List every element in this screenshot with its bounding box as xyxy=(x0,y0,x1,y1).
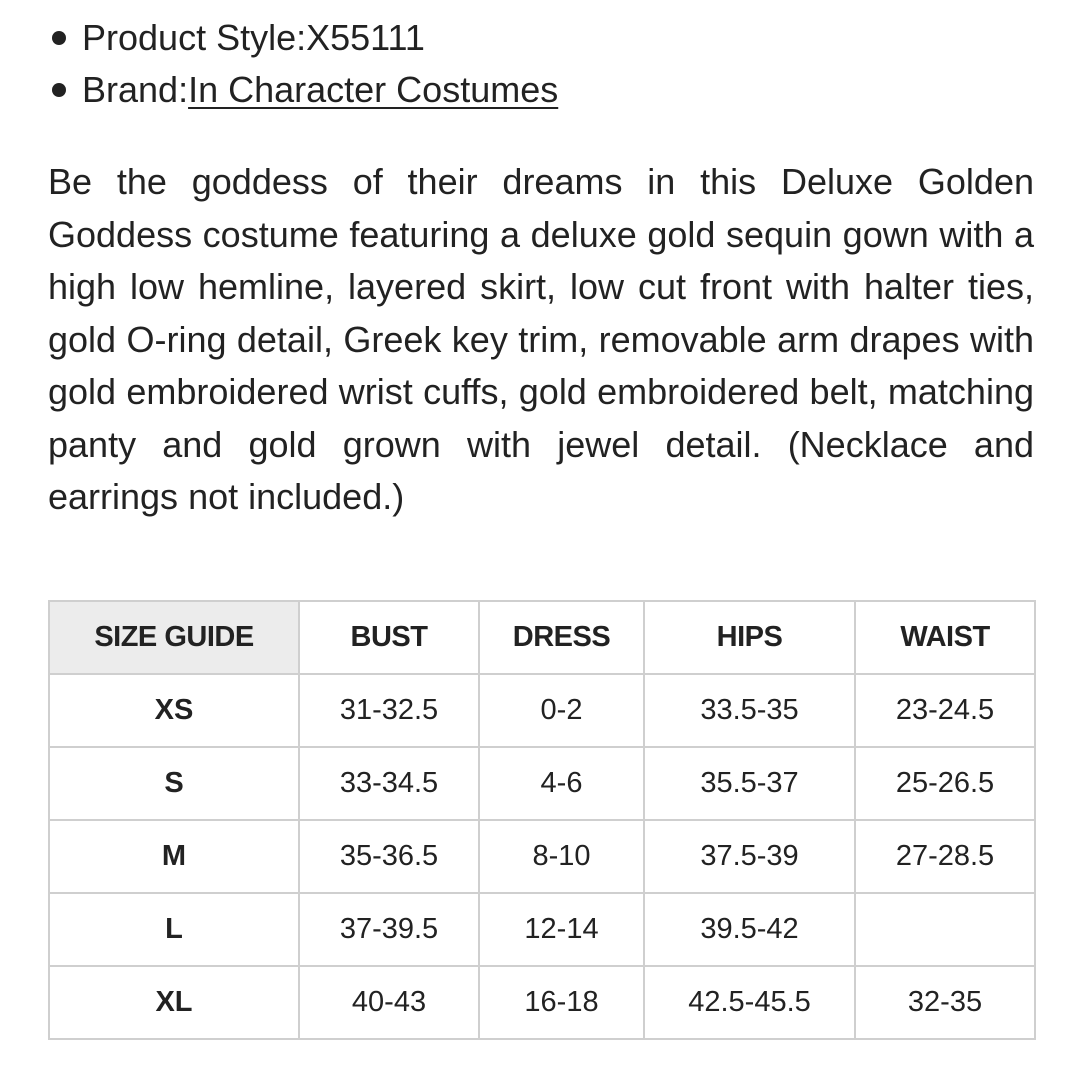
waist-cell: 25-26.5 xyxy=(855,747,1035,820)
hips-header: HIPS xyxy=(644,601,855,674)
size-guide-table xyxy=(48,600,1036,1040)
dress-cell: 16-18 xyxy=(479,966,644,1039)
waist-cell: 27-28.5 xyxy=(855,820,1035,893)
dress-cell: 8-10 xyxy=(479,820,644,893)
size-cell: S xyxy=(49,747,299,820)
product-details-list xyxy=(48,12,558,116)
size-cell: XL xyxy=(49,966,299,1039)
dress-cell: 4-6 xyxy=(479,747,644,820)
product-style-value: X55111 xyxy=(306,17,425,58)
waist-cell: 32-35 xyxy=(855,966,1035,1039)
product-style-item xyxy=(48,12,558,64)
brand-link[interactable]: In Character Costumes xyxy=(188,69,559,110)
bust-cell: 33-34.5 xyxy=(299,747,479,820)
table-row xyxy=(49,820,1035,893)
hips-cell: 39.5-42 xyxy=(644,893,855,966)
waist-cell: 23-24.5 xyxy=(855,674,1035,747)
waist-cell xyxy=(855,893,1035,966)
dress-cell: 12-14 xyxy=(479,893,644,966)
hips-cell: 33.5-35 xyxy=(644,674,855,747)
hips-cell: 35.5-37 xyxy=(644,747,855,820)
brand-label: Brand: xyxy=(82,69,189,110)
hips-cell: 37.5-39 xyxy=(644,820,855,893)
product-style-label: Product Style: xyxy=(82,17,307,58)
bust-header: BUST xyxy=(299,601,479,674)
table-row xyxy=(49,893,1035,966)
bullet-icon xyxy=(52,83,66,97)
table-row xyxy=(49,966,1035,1039)
size-cell: XS xyxy=(49,674,299,747)
table-row xyxy=(49,747,1035,820)
bust-cell: 40-43 xyxy=(299,966,479,1039)
dress-header: DRESS xyxy=(479,601,644,674)
bust-cell: 31-32.5 xyxy=(299,674,479,747)
size-cell: L xyxy=(49,893,299,966)
brand-item xyxy=(48,64,558,116)
bust-cell: 35-36.5 xyxy=(299,820,479,893)
bust-cell: 37-39.5 xyxy=(299,893,479,966)
size-cell: M xyxy=(49,820,299,893)
bullet-icon xyxy=(52,31,66,45)
hips-cell: 42.5-45.5 xyxy=(644,966,855,1039)
product-description: Be the goddess of their dreams in this Deluxe Golden Goddess costume featuring a deluxe gold sequin gown with a high low hemline, layered skirt, low cut front with halter ties, gold O-ring detail, Greek key trim, removable arm drapes with gold embroidered wrist cuffs, gold embroidered belt, matching panty and gold grown with jewel detail. (Necklace and earrings not included.) xyxy=(48,161,1034,517)
dress-cell: 0-2 xyxy=(479,674,644,747)
size-guide-header: SIZE GUIDE xyxy=(49,601,299,674)
waist-header: WAIST xyxy=(855,601,1035,674)
table-header-row xyxy=(49,601,1035,674)
table-row xyxy=(49,674,1035,747)
